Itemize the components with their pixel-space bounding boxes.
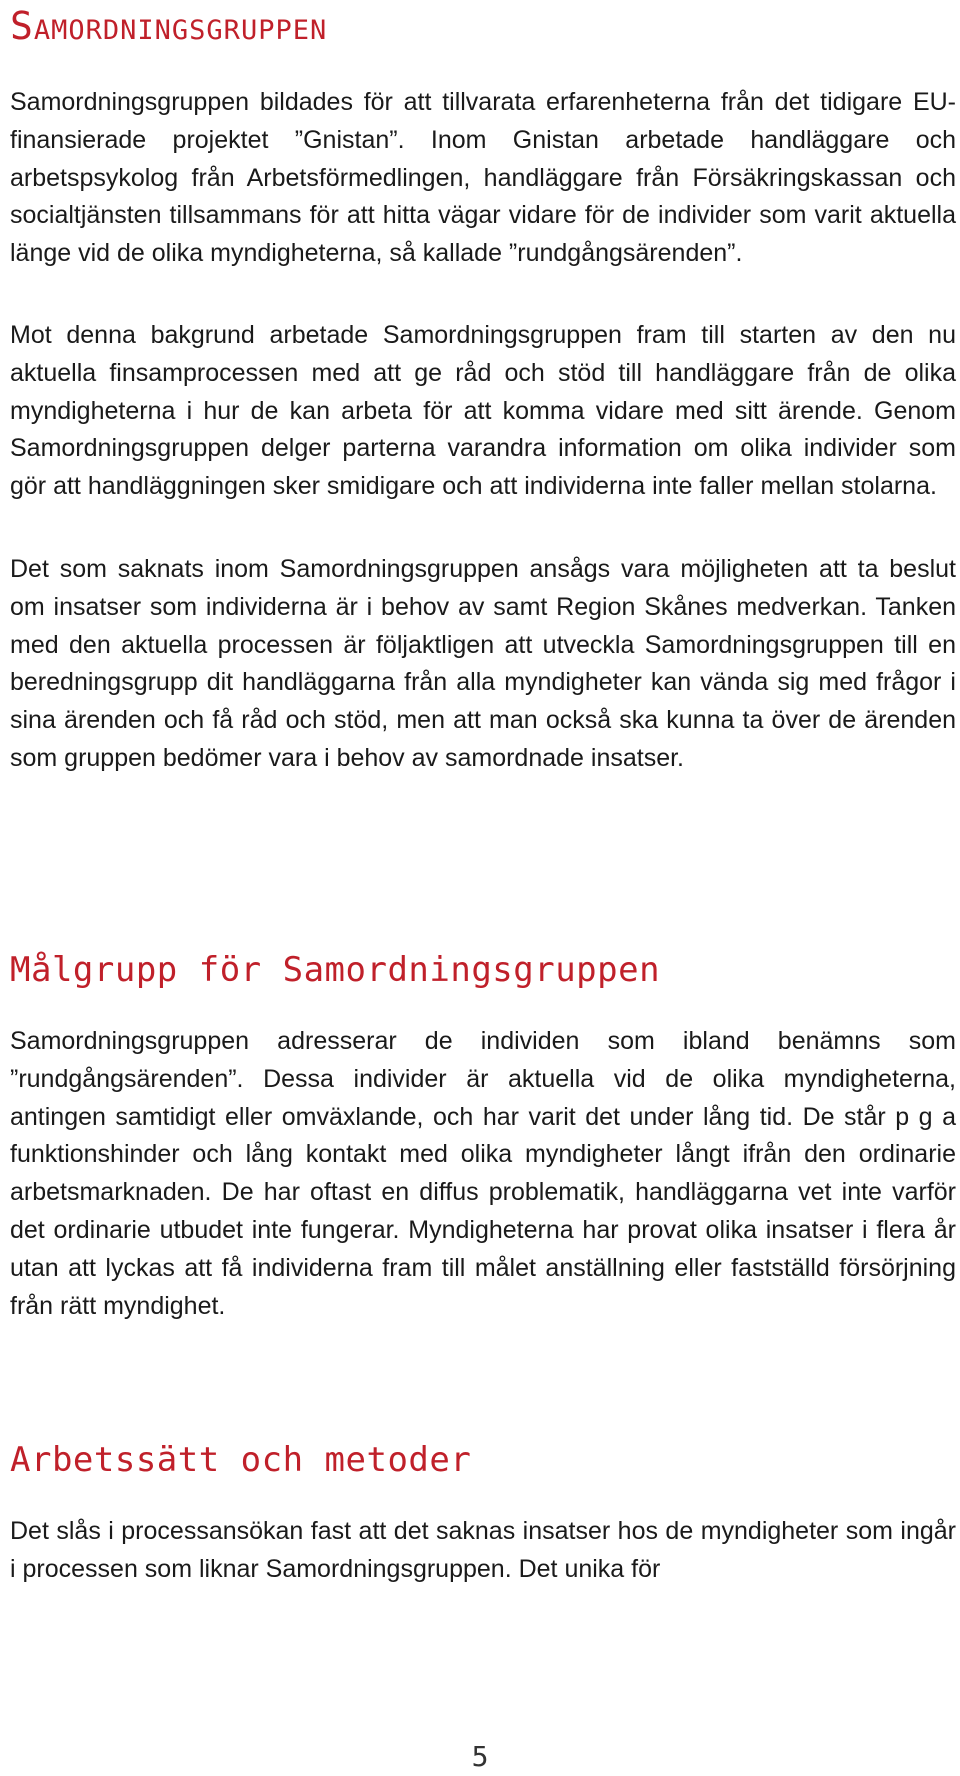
target-group-section [10, 950, 956, 990]
paragraph-text: Mot denna bakgrund arbetade Samordningsgruppen fram till starten av den nu aktuella finsamprocessen med att ge råd och stöd till handläggare från de olika myndigheterna i hur de kan arbeta för att komma vidare med sitt ärende. Genom Samordningsgruppen delger parterna varandra information om olika individer som gör att handläggningen sker smidigare och att individerna inte faller mellan stolarna. [10, 321, 956, 501]
paragraph-text: Det som saknats inom Samordningsgruppen ansågs vara möjligheten att ta beslut om insatser som individerna är i behov av samt Region Skånes medverkan. Tanken med den aktuella processen är följaktligen att utveckla Samordningsgruppen till en beredningsgrupp dit handläggarna från alla myndigheter kan vända sig med frågor i sina ärenden och få råd och stöd, men att man också ska kunna ta över de ärenden som gruppen bedömer vara i behov av samordnade insatser. [10, 555, 956, 772]
paragraph-text: Samordningsgruppen bildades för att tillvarata erfarenheterna från det tidigare EU-finansierade projektet ”Gnistan”. Inom Gnistan arbetade handläggare och arbetspsykolog från Arbetsförmedlingen, handläggare från Försäkringskassan och socialtjänsten tillsammans för att hitta vägar vidare för de individer som varit aktuella länge vid de olika myndigheterna, så kallade ”rundgångsärenden”. [10, 88, 956, 268]
target-group-paragraph [10, 1023, 956, 1325]
intro-paragraph-1 [10, 84, 956, 273]
methods-section [10, 1440, 956, 1480]
page-title: Samordningsgruppen [10, 4, 328, 48]
intro-paragraph-3 [10, 551, 956, 778]
section-heading-target-group: Målgrupp för Samordningsgruppen [10, 950, 661, 990]
page-number: 5 [471, 1740, 489, 1773]
intro-paragraph-2 [10, 317, 956, 506]
paragraph-text: Samordningsgruppen adresserar de individen som ibland benämns som ”rundgångsärenden”. Dessa individer är aktuella vid de olika myndigheterna, antingen samtidigt eller omväxlande, och har varit det under lång tid. De står p g a funktionshinder och lång kontakt med olika myndigheter långt ifrån den ordinarie arbetsmarknaden. De har oftast en diffus problematik, handläggarna vet inte varför det ordinarie utbudet inte fungerar. Myndigheterna har provat olika insatser i flera år utan att lyckas att få individerna fram till målet anställning eller fastställd försörjning från rätt myndighet. [10, 1027, 956, 1320]
paragraph-text: Det slås i processansökan fast att det saknas insatser hos de myndigheter som ingår i processen som liknar Samordningsgruppen. Det unika för [10, 1517, 956, 1583]
section-heading-methods: Arbetssätt och metoder [10, 1440, 472, 1480]
methods-paragraph [10, 1513, 956, 1589]
